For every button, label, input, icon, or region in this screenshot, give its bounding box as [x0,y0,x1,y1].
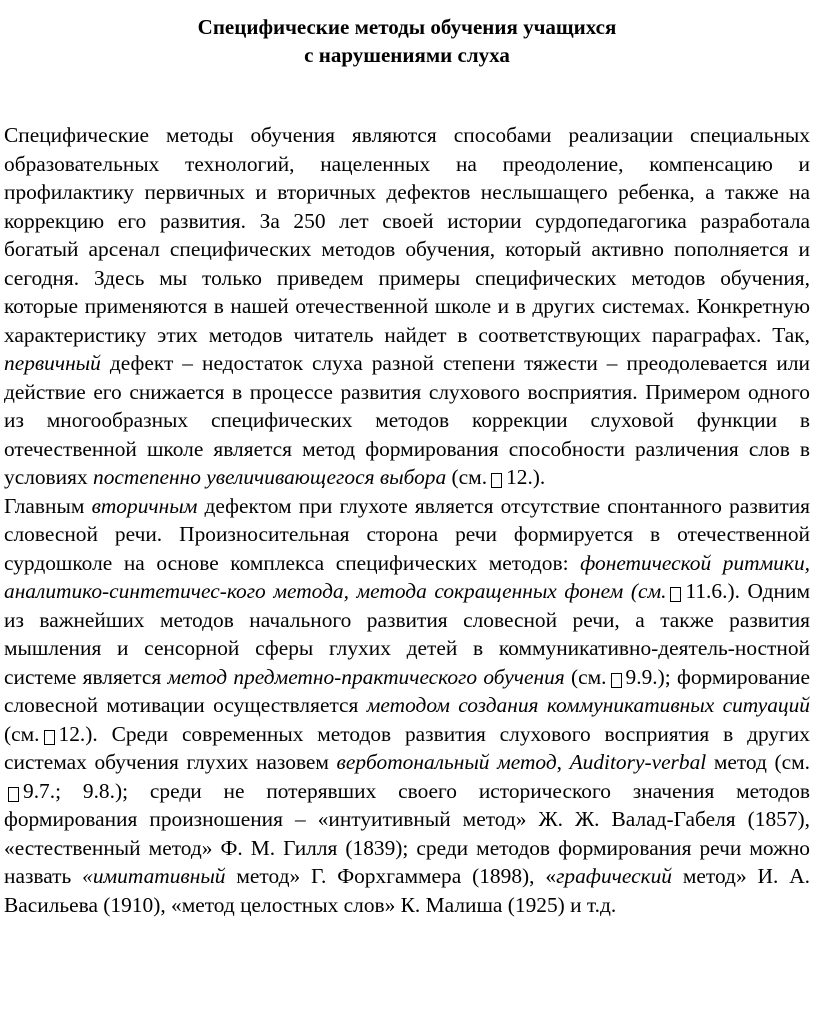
italic-term: постепенно увеличивающегося выбора [93,465,447,489]
section-symbol-icon [491,473,502,488]
text-run: дефект – недостаток слуха разной степени тяжести – преодолевается или действие его снижается в процессе развития слухового восприятия. Примером одного из многообразных специфических методов коррекции слуховой функции в отечественной школе является метод формирования способности различения слов в условиях [4,351,810,489]
text-run: , [556,750,570,774]
text-run: 11.6.). Одним из важнейших методов начального развития словесной речи, а также развития мышления и сенсорной сферы глухих детей в коммуникативно-деятель-ностной системе является [4,579,810,689]
italic-term: «имитативный [82,864,226,888]
document-body [4,121,810,919]
text-run: Главным [4,493,92,518]
text-run: (см. [4,721,40,746]
text-run: метод» И. А. Васильева (1910), «метод целостных слов» К. Малиша (1925) и т.д. [4,864,810,917]
section-symbol-icon [8,787,19,802]
paragraph [4,121,810,492]
text-run: (см. [446,465,488,489]
title-line-1: Специфические методы обучения учащихся [197,15,617,39]
section-symbol-icon [44,730,55,745]
italic-term: Auditory-verbal [569,750,707,774]
document-title [4,13,810,69]
italic-term: вторичным [91,493,198,518]
section-symbol-icon [670,587,681,602]
italic-term: фонетической ритмики, аналитико-синтетичес-кого метода, метода сокращенных фонем (см. [4,550,810,603]
text-run: дефектом при глухоте является отсутствие спонтанного развития словесной речи. Произносительная сторона речи формируется в отечественной сурдошколе на основе комплекса специфических методов: [4,493,810,575]
text-run: 12.). [506,465,546,489]
text-run: метод (см. [706,750,810,774]
text-run: (см. [564,664,607,689]
italic-term: методом создания коммуникативных ситуаций [366,693,810,717]
text-run: 9.9.); формирование словесной мотивации осуществляется [4,664,810,717]
text-run: 12.). Среди современных методов развития слухового восприятия в других системах обучения глухих назовем [4,721,810,774]
text-run: 9.7.; 9.8.); среди не потерявших своего исторического значения методов формирования произношения – «интуитивный метод» Ж. Ж. Валад-Габеля (1857), «естественный метод» Ф. М. Гилля (1839); среди методов формирования речи можно назвать [4,778,810,888]
section-symbol-icon [611,673,622,688]
text-run: метод» Г. Форхгаммера (1898), « [225,864,557,888]
italic-term: метод предметно-практического обучения [167,664,565,689]
text-run: Специфические методы обучения являются способами реализации специальных образовательных технологий, нацеленных на преодоление, компенсацию и профилактику первичных и вторичных дефектов неслышащего ребенка, а также на коррекцию его развития. За 250 лет своей истории сурдопедагогика разработала богатый арсенал специфических методов обучения, который активно пополняется и сегодня. Здесь мы только приведем примеры специфических методов обучения, которые применяются в нашей отечественной школе и в других системах. Конкретную характеристику этих методов читатель найдет в соответствующих параграфах. Так, [4,123,810,347]
italic-term: верботональный метод [336,750,557,774]
title-line-2: с нарушениями слуха [304,43,510,67]
italic-term: первичный [4,351,101,375]
italic-term: графический [556,864,672,888]
paragraph [4,492,810,920]
